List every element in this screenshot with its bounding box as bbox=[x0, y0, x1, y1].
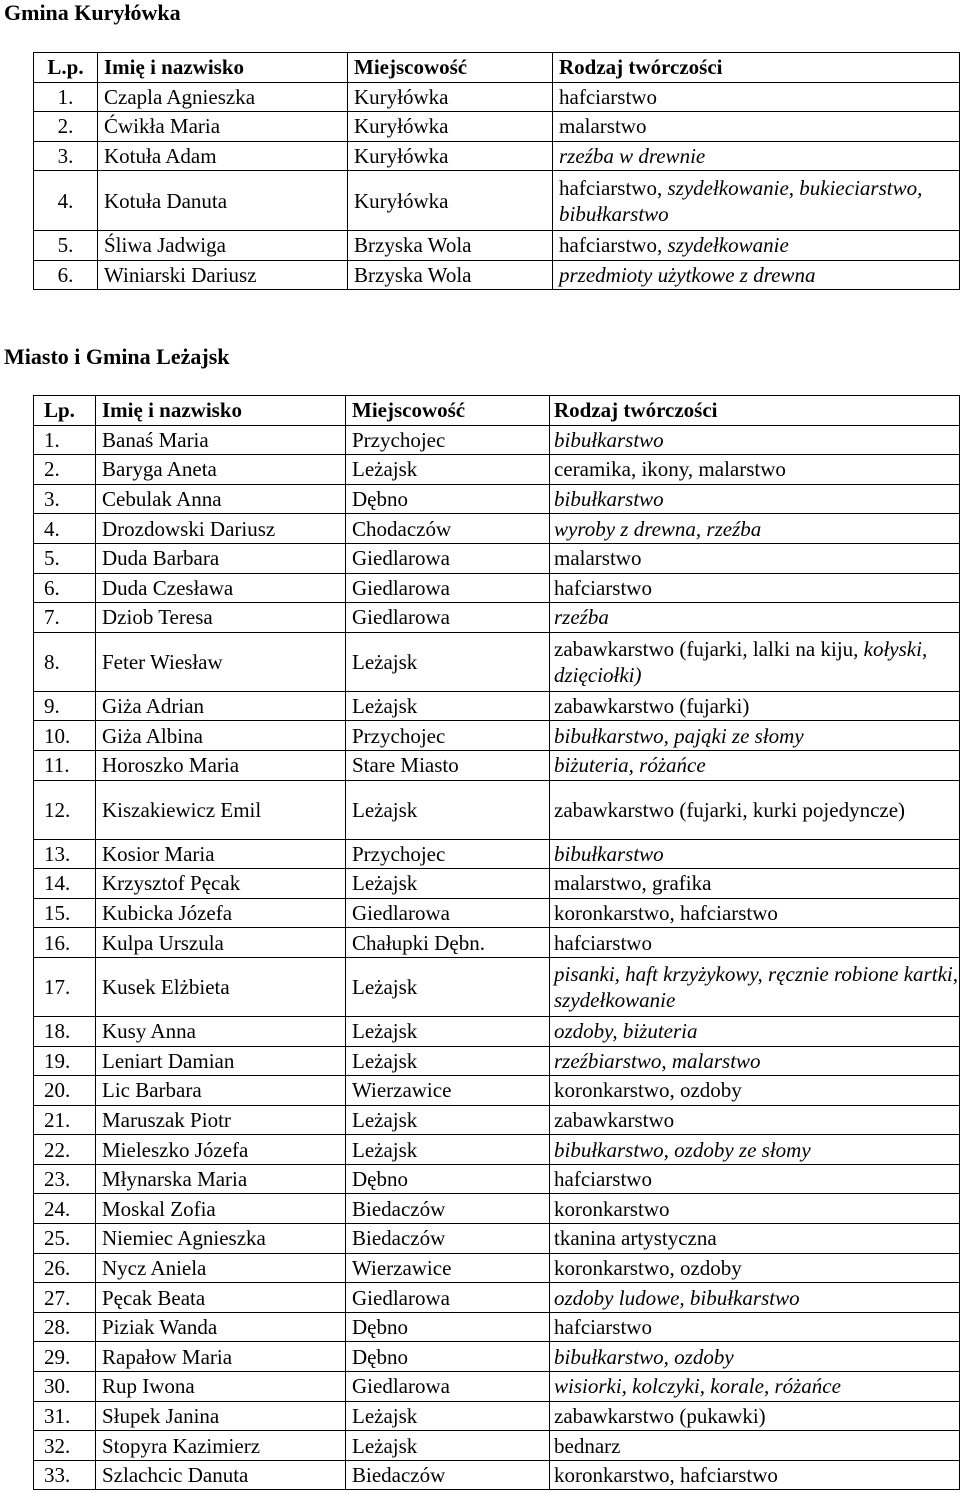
cell-craft bbox=[550, 425, 960, 455]
cell-craft bbox=[550, 632, 960, 691]
table-row bbox=[34, 1224, 960, 1254]
header-craft: Rodzaj twórczości bbox=[553, 53, 960, 83]
cell-name: Nycz Aniela bbox=[96, 1253, 346, 1283]
cell-name: Winiarski Dariusz bbox=[98, 260, 348, 290]
cell-name: Moskal Zofia bbox=[96, 1194, 346, 1224]
section-title-kurylowka: Gmina Kuryłówka bbox=[4, 0, 181, 25]
craft-text: szydełkowanie bbox=[667, 233, 789, 258]
table-row bbox=[34, 1431, 960, 1461]
cell-place: Kuryłówka bbox=[348, 82, 553, 112]
craft-text: rzeźba w drewnie bbox=[559, 143, 706, 168]
cell-name: Rapałow Maria bbox=[96, 1342, 346, 1372]
cell-place: Biedaczów bbox=[346, 1194, 550, 1224]
cell-place: Biedaczów bbox=[346, 1460, 550, 1490]
cell-place: Giedlarowa bbox=[346, 1283, 550, 1313]
header-lp: L.p. bbox=[34, 53, 98, 83]
cell-name: Duda Czesława bbox=[96, 573, 346, 603]
cell-name: Banaś Maria bbox=[96, 425, 346, 455]
cell-craft bbox=[550, 1135, 960, 1165]
cell-lp: 24. bbox=[34, 1194, 96, 1224]
cell-craft bbox=[550, 1283, 960, 1313]
craft-text: bibułkarstwo, ozdoby ze słomy bbox=[554, 1137, 811, 1162]
cell-name: Szlachcic Danuta bbox=[96, 1460, 346, 1490]
cell-craft bbox=[550, 1431, 960, 1461]
cell-lp: 8. bbox=[34, 632, 96, 691]
cell-lp: 12. bbox=[34, 780, 96, 839]
cell-craft bbox=[550, 721, 960, 751]
table-row bbox=[34, 82, 960, 112]
table-row bbox=[34, 425, 960, 455]
table-row bbox=[34, 898, 960, 928]
cell-lp: 2. bbox=[34, 112, 98, 142]
cell-craft bbox=[550, 1224, 960, 1254]
cell-lp: 14. bbox=[34, 869, 96, 899]
cell-lp: 5. bbox=[34, 543, 96, 573]
cell-place: Przychojec bbox=[346, 839, 550, 869]
cell-lp: 7. bbox=[34, 603, 96, 633]
cell-place: Leżajsk bbox=[346, 1046, 550, 1076]
cell-place: Brzyska Wola bbox=[348, 231, 553, 261]
cell-lp: 16. bbox=[34, 928, 96, 958]
cell-name: Dziob Teresa bbox=[96, 603, 346, 633]
table-row bbox=[34, 573, 960, 603]
cell-craft bbox=[550, 928, 960, 958]
cell-lp: 26. bbox=[34, 1253, 96, 1283]
table-row bbox=[34, 1312, 960, 1342]
cell-name: Rup Iwona bbox=[96, 1372, 346, 1402]
craft-text: wisiorki, kolczyki, korale, różańce bbox=[554, 1374, 841, 1399]
craft-text: hafciarstwo, bbox=[559, 175, 668, 200]
cell-place: Leżajsk bbox=[346, 1401, 550, 1431]
cell-name: Śliwa Jadwiga bbox=[98, 231, 348, 261]
header-place: Miejscowość bbox=[346, 396, 550, 426]
cell-place: Chodaczów bbox=[346, 514, 550, 544]
cell-name: Młynarska Maria bbox=[96, 1164, 346, 1194]
table-row bbox=[34, 260, 960, 290]
header-name: Imię i nazwisko bbox=[96, 396, 346, 426]
cell-craft bbox=[550, 603, 960, 633]
cell-craft bbox=[553, 141, 960, 171]
cell-place: Leżajsk bbox=[346, 780, 550, 839]
cell-place: Giedlarowa bbox=[346, 573, 550, 603]
cell-place: Leżajsk bbox=[346, 1135, 550, 1165]
cell-lp: 25. bbox=[34, 1224, 96, 1254]
cell-place: Leżajsk bbox=[346, 691, 550, 721]
craft-text: hafciarstwo, bbox=[559, 233, 668, 258]
cell-lp: 31. bbox=[34, 1401, 96, 1431]
table-row bbox=[34, 1253, 960, 1283]
cell-lp: 32. bbox=[34, 1431, 96, 1461]
cell-place: Przychojec bbox=[346, 425, 550, 455]
table-row bbox=[34, 112, 960, 142]
table-row bbox=[34, 632, 960, 691]
cell-name: Stopyra Kazimierz bbox=[96, 1431, 346, 1461]
table-kurylowka bbox=[33, 52, 960, 290]
cell-place: Wierzawice bbox=[346, 1076, 550, 1106]
cell-place: Brzyska Wola bbox=[348, 260, 553, 290]
craft-text: zabawkarstwo (fujarki) bbox=[554, 694, 750, 719]
table-row bbox=[34, 691, 960, 721]
cell-lp: 10. bbox=[34, 721, 96, 751]
cell-place: Leżajsk bbox=[346, 1431, 550, 1461]
cell-lp: 30. bbox=[34, 1372, 96, 1402]
cell-place: Przychojec bbox=[346, 721, 550, 751]
craft-text: rzeźba bbox=[554, 605, 609, 630]
cell-place: Dębno bbox=[346, 1312, 550, 1342]
cell-name: Horoszko Maria bbox=[96, 750, 346, 780]
table-row bbox=[34, 1372, 960, 1402]
cell-craft bbox=[553, 260, 960, 290]
cell-craft bbox=[550, 691, 960, 721]
cell-craft bbox=[550, 839, 960, 869]
cell-place: Kuryłówka bbox=[348, 141, 553, 171]
cell-name: Drozdowski Dariusz bbox=[96, 514, 346, 544]
craft-text: ceramika, ikony, malarstwo bbox=[554, 457, 786, 482]
cell-lp: 15. bbox=[34, 898, 96, 928]
header-lp: Lp. bbox=[34, 396, 96, 426]
cell-place: Dębno bbox=[346, 1342, 550, 1372]
cell-lp: 21. bbox=[34, 1105, 96, 1135]
cell-name: Kiszakiewicz Emil bbox=[96, 780, 346, 839]
table-row bbox=[34, 780, 960, 839]
craft-text: tkanina artystyczna bbox=[554, 1226, 717, 1251]
section-title-lezajsk: Miasto i Gmina Leżajsk bbox=[4, 344, 230, 369]
cell-craft bbox=[550, 780, 960, 839]
cell-craft bbox=[550, 455, 960, 485]
cell-lp: 4. bbox=[34, 514, 96, 544]
cell-craft bbox=[550, 1046, 960, 1076]
header-craft: Rodzaj twórczości bbox=[550, 396, 960, 426]
craft-text: bibułkarstwo bbox=[554, 427, 664, 452]
cell-craft bbox=[550, 869, 960, 899]
cell-craft bbox=[550, 1253, 960, 1283]
table-row bbox=[34, 1164, 960, 1194]
cell-craft bbox=[550, 484, 960, 514]
craft-text: hafciarstwo bbox=[554, 575, 652, 600]
craft-text: hafciarstwo bbox=[559, 84, 657, 109]
table-row bbox=[34, 484, 960, 514]
table-row bbox=[34, 543, 960, 573]
cell-lp: 29. bbox=[34, 1342, 96, 1372]
cell-lp: 13. bbox=[34, 839, 96, 869]
craft-text: przedmioty użytkowe z drewna bbox=[559, 262, 816, 287]
cell-name: Kubicka Józefa bbox=[96, 898, 346, 928]
cell-place: Dębno bbox=[346, 1164, 550, 1194]
cell-name: Czapla Agnieszka bbox=[98, 82, 348, 112]
cell-name: Kotuła Adam bbox=[98, 141, 348, 171]
table-row bbox=[34, 721, 960, 751]
cell-lp: 20. bbox=[34, 1076, 96, 1106]
cell-name: Ćwikła Maria bbox=[98, 112, 348, 142]
cell-place: Leżajsk bbox=[346, 455, 550, 485]
cell-place: Giedlarowa bbox=[346, 898, 550, 928]
table-row bbox=[34, 1135, 960, 1165]
cell-lp: 27. bbox=[34, 1283, 96, 1313]
craft-text: kołyski, dzięciołki) bbox=[554, 636, 928, 687]
cell-lp: 18. bbox=[34, 1016, 96, 1046]
cell-craft bbox=[550, 1342, 960, 1372]
cell-name: Niemiec Agnieszka bbox=[96, 1224, 346, 1254]
cell-lp: 9. bbox=[34, 691, 96, 721]
craft-text: wyroby z drewna, rzeźba bbox=[554, 516, 762, 541]
cell-place: Giedlarowa bbox=[346, 603, 550, 633]
table-row bbox=[34, 957, 960, 1016]
cell-craft bbox=[550, 1105, 960, 1135]
craft-text: malarstwo bbox=[554, 546, 642, 571]
craft-text: koronkarstwo bbox=[554, 1196, 670, 1221]
craft-text: koronkarstwo, hafciarstwo bbox=[554, 901, 778, 926]
table-row bbox=[34, 1460, 960, 1490]
cell-lp: 23. bbox=[34, 1164, 96, 1194]
cell-lp: 1. bbox=[34, 425, 96, 455]
craft-text: malarstwo, grafika bbox=[554, 871, 712, 896]
header-place: Miejscowość bbox=[348, 53, 553, 83]
craft-text: biżuteria, różańce bbox=[554, 753, 706, 778]
table-row bbox=[34, 928, 960, 958]
cell-craft bbox=[550, 1076, 960, 1106]
cell-craft bbox=[550, 1372, 960, 1402]
cell-craft bbox=[550, 1460, 960, 1490]
cell-craft bbox=[553, 112, 960, 142]
table-header-row bbox=[34, 396, 960, 426]
cell-name: Krzysztof Pęcak bbox=[96, 869, 346, 899]
cell-name: Feter Wiesław bbox=[96, 632, 346, 691]
cell-craft bbox=[553, 171, 960, 231]
craft-text: pisanki, haft krzyżykowy, ręcznie robione kartki, szydełkowanie bbox=[554, 961, 958, 1012]
table-row bbox=[34, 1046, 960, 1076]
craft-text: ozdoby ludowe, bibułkarstwo bbox=[554, 1285, 800, 1310]
table-row bbox=[34, 1401, 960, 1431]
cell-craft bbox=[553, 82, 960, 112]
cell-name: Słupek Janina bbox=[96, 1401, 346, 1431]
cell-place: Giedlarowa bbox=[346, 1372, 550, 1402]
cell-name: Mieleszko Józefa bbox=[96, 1135, 346, 1165]
cell-name: Kusek Elżbieta bbox=[96, 957, 346, 1016]
table-row bbox=[34, 1194, 960, 1224]
cell-craft bbox=[550, 1401, 960, 1431]
cell-craft bbox=[550, 957, 960, 1016]
craft-text: bibułkarstwo, pająki ze słomy bbox=[554, 723, 804, 748]
craft-text: bibułkarstwo bbox=[554, 841, 664, 866]
cell-place: Leżajsk bbox=[346, 869, 550, 899]
table-row bbox=[34, 1342, 960, 1372]
table-row bbox=[34, 1283, 960, 1313]
cell-lp: 6. bbox=[34, 260, 98, 290]
cell-craft bbox=[550, 1016, 960, 1046]
craft-text: bibułkarstwo, ozdoby bbox=[554, 1344, 734, 1369]
cell-name: Lic Barbara bbox=[96, 1076, 346, 1106]
cell-place: Stare Miasto bbox=[346, 750, 550, 780]
table-row bbox=[34, 514, 960, 544]
cell-lp: 28. bbox=[34, 1312, 96, 1342]
cell-name: Kulpa Urszula bbox=[96, 928, 346, 958]
table-row bbox=[34, 750, 960, 780]
craft-text: zabawkarstwo (fujarki, lalki na kiju, bbox=[554, 636, 864, 661]
cell-place: Leżajsk bbox=[346, 1016, 550, 1046]
craft-text: bibułkarstwo bbox=[554, 487, 664, 512]
cell-lp: 5. bbox=[34, 231, 98, 261]
cell-craft bbox=[550, 898, 960, 928]
craft-text: zabawkarstwo (pukawki) bbox=[554, 1403, 766, 1428]
table-row bbox=[34, 1016, 960, 1046]
cell-name: Baryga Aneta bbox=[96, 455, 346, 485]
cell-craft bbox=[550, 514, 960, 544]
table-row bbox=[34, 869, 960, 899]
cell-name: Cebulak Anna bbox=[96, 484, 346, 514]
cell-craft bbox=[550, 750, 960, 780]
cell-lp: 3. bbox=[34, 484, 96, 514]
cell-place: Wierzawice bbox=[346, 1253, 550, 1283]
cell-place: Kuryłówka bbox=[348, 171, 553, 231]
cell-lp: 4. bbox=[34, 171, 98, 231]
cell-place: Giedlarowa bbox=[346, 543, 550, 573]
cell-place: Kuryłówka bbox=[348, 112, 553, 142]
table-row bbox=[34, 455, 960, 485]
cell-place: Leżajsk bbox=[346, 1105, 550, 1135]
craft-text: hafciarstwo bbox=[554, 1167, 652, 1192]
table-row bbox=[34, 1076, 960, 1106]
cell-name: Maruszak Piotr bbox=[96, 1105, 346, 1135]
craft-text: zabawkarstwo (fujarki, kurki pojedyncze) bbox=[554, 797, 906, 822]
table-row bbox=[34, 171, 960, 231]
cell-craft bbox=[553, 231, 960, 261]
craft-text: bednarz bbox=[554, 1433, 621, 1458]
cell-name: Kotuła Danuta bbox=[98, 171, 348, 231]
cell-place: Leżajsk bbox=[346, 957, 550, 1016]
craft-text: zabawkarstwo bbox=[554, 1107, 675, 1132]
cell-name: Duda Barbara bbox=[96, 543, 346, 573]
cell-craft bbox=[550, 1194, 960, 1224]
cell-name: Giża Albina bbox=[96, 721, 346, 751]
cell-lp: 6. bbox=[34, 573, 96, 603]
table-lezajsk-body bbox=[34, 396, 960, 1490]
cell-lp: 19. bbox=[34, 1046, 96, 1076]
cell-craft bbox=[550, 573, 960, 603]
craft-text: koronkarstwo, ozdoby bbox=[554, 1255, 742, 1280]
cell-name: Kosior Maria bbox=[96, 839, 346, 869]
cell-lp: 1. bbox=[34, 82, 98, 112]
craft-text: malarstwo bbox=[559, 114, 647, 139]
table-row bbox=[34, 839, 960, 869]
craft-text: koronkarstwo, hafciarstwo bbox=[554, 1463, 778, 1488]
cell-lp: 17. bbox=[34, 957, 96, 1016]
table-row bbox=[34, 141, 960, 171]
cell-name: Piziak Wanda bbox=[96, 1312, 346, 1342]
cell-lp: 22. bbox=[34, 1135, 96, 1165]
cell-name: Leniart Damian bbox=[96, 1046, 346, 1076]
craft-text: hafciarstwo bbox=[554, 1315, 652, 1340]
craft-text: szydełkowanie, bukieciarstwo, bibułkarstwo bbox=[559, 175, 923, 226]
cell-name: Giża Adrian bbox=[96, 691, 346, 721]
cell-craft bbox=[550, 1164, 960, 1194]
header-name: Imię i nazwisko bbox=[98, 53, 348, 83]
table-row bbox=[34, 603, 960, 633]
cell-lp: 2. bbox=[34, 455, 96, 485]
cell-lp: 3. bbox=[34, 141, 98, 171]
cell-place: Leżajsk bbox=[346, 632, 550, 691]
cell-place: Biedaczów bbox=[346, 1224, 550, 1254]
table-lezajsk bbox=[33, 395, 960, 1490]
cell-craft bbox=[550, 1312, 960, 1342]
table-row bbox=[34, 1105, 960, 1135]
cell-lp: 11. bbox=[34, 750, 96, 780]
table-header-row bbox=[34, 53, 960, 83]
cell-place: Dębno bbox=[346, 484, 550, 514]
cell-craft bbox=[550, 543, 960, 573]
craft-text: koronkarstwo, ozdoby bbox=[554, 1078, 742, 1103]
table-row bbox=[34, 231, 960, 261]
craft-text: ozdoby, biżuteria bbox=[554, 1019, 698, 1044]
cell-lp: 33. bbox=[34, 1460, 96, 1490]
cell-name: Pęcak Beata bbox=[96, 1283, 346, 1313]
cell-name: Kusy Anna bbox=[96, 1016, 346, 1046]
cell-place: Chałupki Dębn. bbox=[346, 928, 550, 958]
craft-text: rzeźbiarstwo, malarstwo bbox=[554, 1048, 761, 1073]
table-kurylowka-body bbox=[34, 53, 960, 290]
craft-text: hafciarstwo bbox=[554, 930, 652, 955]
